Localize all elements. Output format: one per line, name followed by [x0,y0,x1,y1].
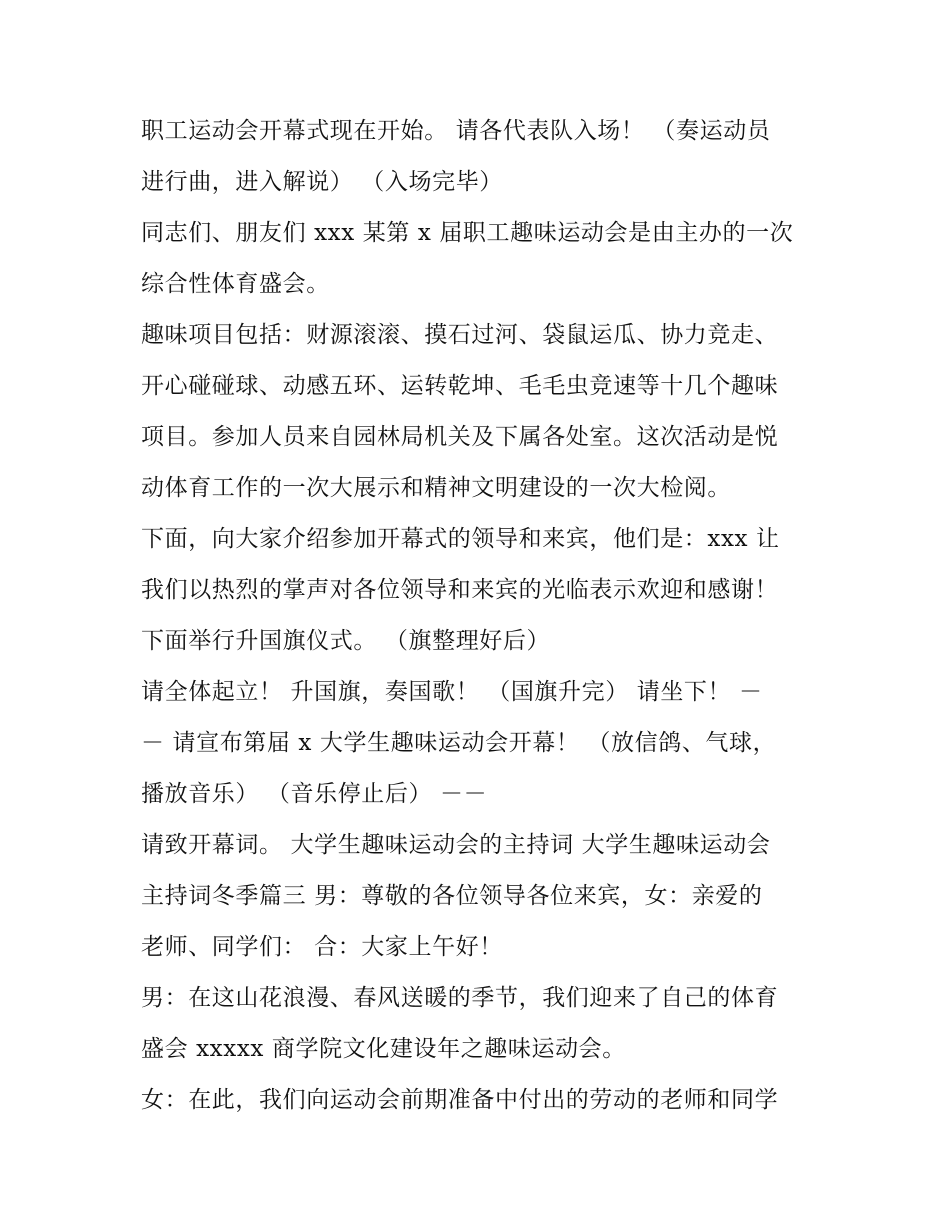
text-line: 综合性体育盛会。 [141,271,330,297]
document-body [141,106,821,1126]
text-line: 请致开幕词。 大学生趣味运动会的主持词 大学生趣味运动会 [141,832,771,858]
text-line: 请全体起立！ 升国旗，奏国歌！ （国旗升完） 请坐下！ － [141,679,763,705]
text-line: 老师、同学们： 合：大家上午好！ [141,934,503,960]
text-line: 开心碰碰球、动感五环、运转乾坤、毛毛虫竞速等十几个趣味 [141,373,779,399]
text-line: 播放音乐） （音乐停止后） －－ [141,781,488,807]
text-line: 下面，向大家介绍参加开幕式的领导和来宾，他们是：xxx 让 [141,526,780,552]
text-line: 男：在这山花浪漫、春风送暖的季节，我们迎来了自己的体育 [141,985,779,1011]
text-line: 下面举行升国旗仪式。 （旗整理好后） [141,628,551,654]
text-line: 趣味项目包括：财源滚滚、摸石过河、袋鼠运瓜、协力竞走、 [141,322,779,348]
text-line: 我们以热烈的掌声对各位领导和来宾的光临表示欢迎和感谢！ [141,577,779,603]
text-line: 女：在此，我们向运动会前期准备中付出的劳动的老师和同学 [141,1087,779,1113]
text-line: 同志们、朋友们 xxx 某第 x 届职工趣味运动会是由主办的一次 [141,220,794,246]
text-line: － 请宣布第届 x 大学生趣味运动会开幕！ （放信鸽、气球， [141,730,777,756]
text-line: 项目。参加人员来自园林局机关及下属各处室。这次活动是悦 [141,424,779,450]
text-line: 盛会 xxxxx 商学院文化建设年之趣味运动会。 [141,1036,626,1062]
text-line: 动体育工作的一次大展示和精神文明建设的一次大检阅。 [141,475,731,501]
text-line: 进行曲，进入解说） （入场完毕） [141,169,503,195]
text-line: 主持词冬季篇三 男：尊敬的各位领导各位来宾，女：亲爱的 [141,883,763,909]
text-line: 职工运动会开幕式现在开始。 请各代表队入场！ （奏运动员 [141,118,771,144]
